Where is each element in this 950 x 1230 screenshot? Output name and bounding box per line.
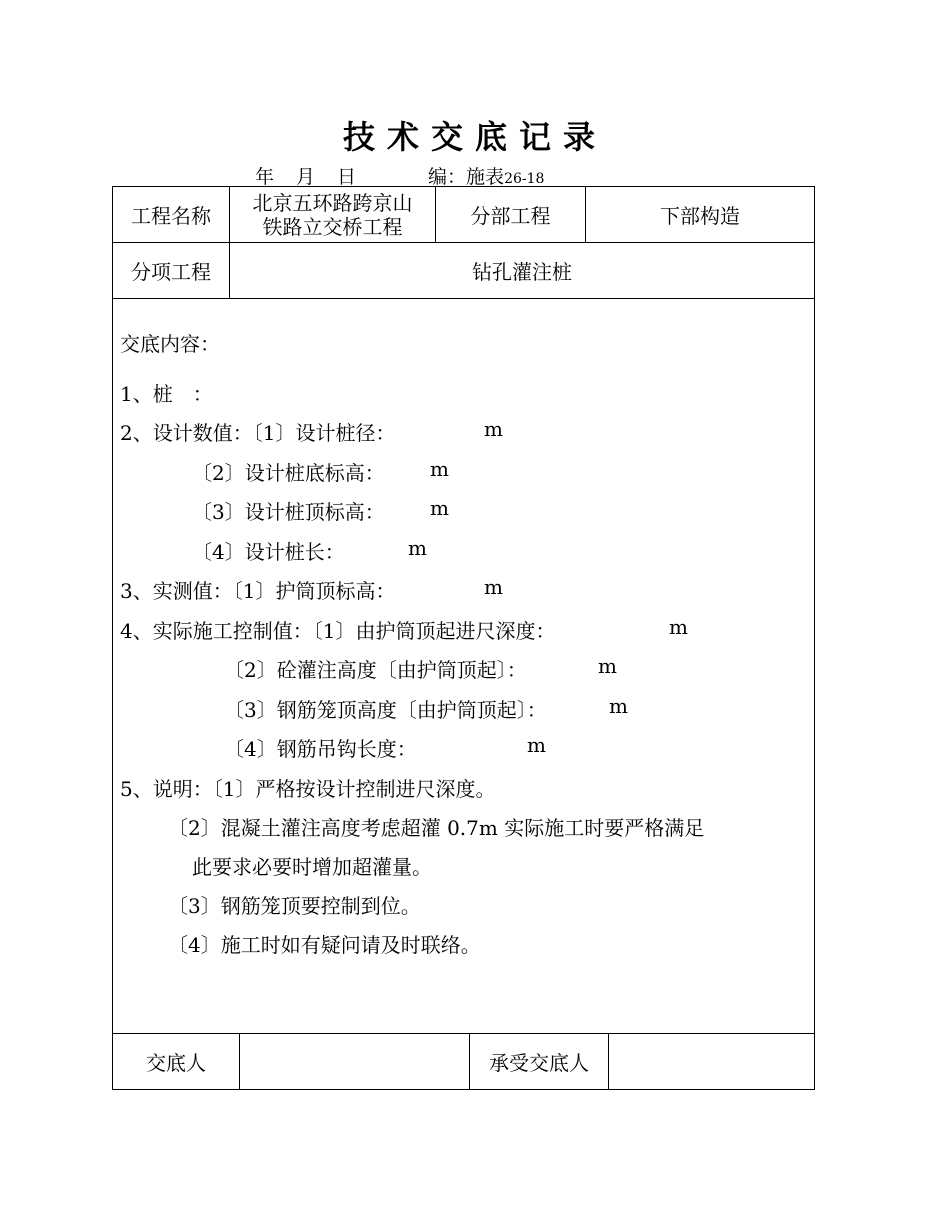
month-label: 月 bbox=[296, 166, 316, 188]
date-fields bbox=[255, 166, 378, 188]
item-3-measured-casing-top: 3、实测值：〔1〕护筒顶标高： bbox=[120, 579, 396, 603]
discloser-label: 交底人 bbox=[113, 1034, 240, 1090]
receiver-field[interactable] bbox=[609, 1034, 815, 1090]
item-2-design-length-unit: m bbox=[408, 536, 427, 560]
project-name-line1: 北京五环路跨京山 bbox=[252, 190, 413, 215]
item-4-drilling-depth: 4、实际施工控制值：〔1〕由护筒顶起进尺深度： bbox=[120, 619, 556, 643]
form-code: 26-18 bbox=[504, 171, 545, 187]
item-2-design-diameter-unit: m bbox=[484, 417, 503, 441]
signature-table bbox=[112, 1033, 815, 1090]
item-4-cage-top-height-unit: m bbox=[609, 694, 628, 718]
division-label: 分部工程 bbox=[436, 187, 586, 243]
item-2-design-diameter: 2、设计数值：〔1〕设计桩径： bbox=[120, 421, 396, 445]
item-4-concrete-height: 〔2〕砼灌注高度〔由护筒顶起〕： bbox=[224, 658, 527, 682]
item-3-measured-casing-top-unit: m bbox=[484, 575, 503, 599]
item-4-hook-length: 〔4〕钢筋吊钩长度： bbox=[224, 737, 417, 761]
item-5-note-1: 5、说明：〔1〕严格按设计控制进尺深度。 bbox=[120, 777, 496, 801]
project-name-value bbox=[230, 187, 436, 243]
item-4-drilling-depth-unit: m bbox=[669, 615, 688, 639]
item-5-note-2: 〔2〕混凝土灌注高度考虑超灌 0.7m 实际施工时要严格满足 bbox=[168, 816, 705, 840]
year-label: 年 bbox=[255, 166, 275, 188]
content-heading: 交底内容： bbox=[120, 332, 220, 356]
item-2-design-bottom-elevation: 〔2〕设计桩底标高： bbox=[192, 461, 385, 485]
subdivision-row bbox=[113, 243, 815, 299]
item-5-note-4: 〔4〕施工时如有疑问请及时联络。 bbox=[168, 933, 481, 957]
form-label: 编：施表 bbox=[428, 166, 505, 188]
item-1-pile: 1、桩 ： bbox=[120, 382, 213, 406]
subdivision-value: 钻孔灌注桩 bbox=[230, 243, 815, 299]
project-name-label: 工程名称 bbox=[113, 187, 230, 243]
document-title: 技术交底记录 bbox=[342, 118, 607, 156]
item-2-design-top-elevation: 〔3〕设计桩顶标高： bbox=[192, 500, 385, 524]
item-5-note-2-cont: 此要求必要时增加超灌量。 bbox=[192, 855, 432, 879]
division-value: 下部构造 bbox=[586, 187, 815, 243]
item-2-design-top-elevation-unit: m bbox=[430, 496, 449, 520]
item-4-cage-top-height: 〔3〕钢筋笼顶高度〔由护筒顶起〕： bbox=[224, 698, 547, 722]
discloser-field[interactable] bbox=[240, 1034, 470, 1090]
subdivision-label: 分项工程 bbox=[113, 243, 230, 299]
item-4-concrete-height-unit: m bbox=[598, 654, 617, 678]
item-4-hook-length-unit: m bbox=[527, 733, 546, 757]
header-table bbox=[112, 186, 815, 299]
date-and-form-line bbox=[255, 162, 544, 189]
project-row bbox=[113, 187, 815, 243]
project-name-line2: 铁路立交桥工程 bbox=[262, 214, 403, 239]
item-2-design-length: 〔4〕设计桩长： bbox=[192, 540, 345, 564]
item-5-note-3: 〔3〕钢筋笼顶要控制到位。 bbox=[168, 894, 421, 918]
item-2-design-bottom-elevation-unit: m bbox=[430, 457, 449, 481]
day-label: 日 bbox=[337, 166, 357, 188]
receiver-label: 承受交底人 bbox=[470, 1034, 609, 1090]
